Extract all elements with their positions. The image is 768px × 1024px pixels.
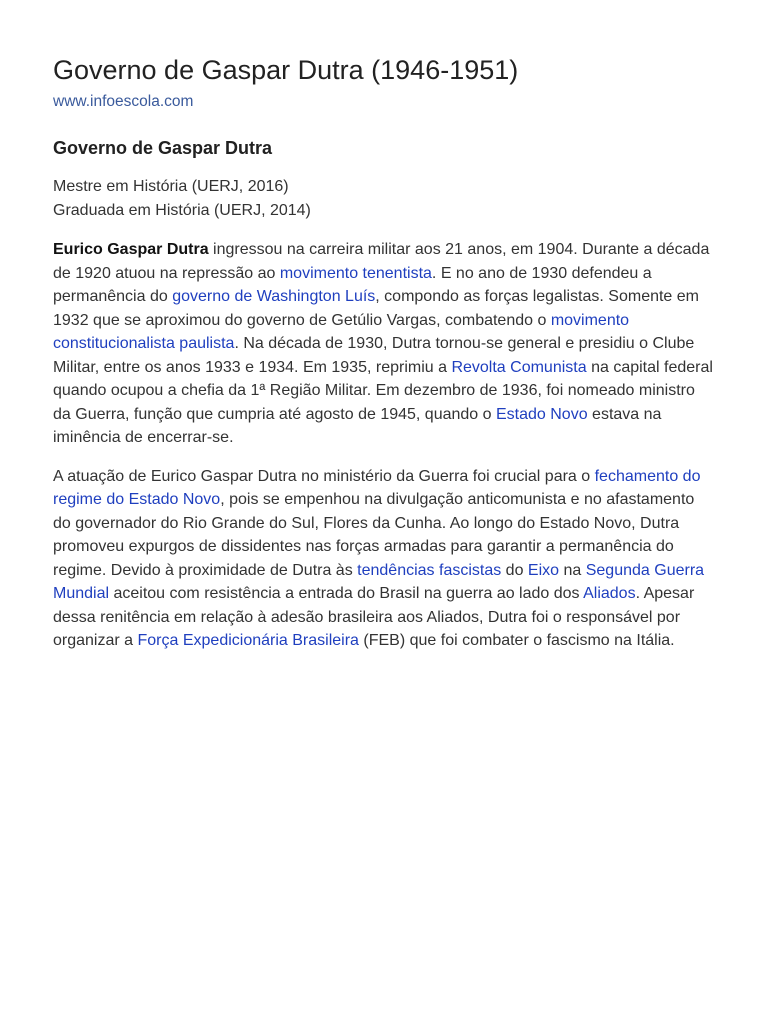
bold-name: Eurico Gaspar Dutra <box>53 241 209 258</box>
link-tendencias-fascistas[interactable]: tendências fascistas <box>357 561 502 579</box>
text-span: , compondo as forças legalistas. Somente em 1932 que se aproximou do governo de Getúlio Vargas, combatendo o <box>53 288 699 329</box>
text-span: . E no ano de 1930 defendeu a permanência do <box>53 264 652 305</box>
link-estado-novo[interactable]: Estado Novo <box>495 405 588 423</box>
credential-line: Graduada em História (UERJ, 2014) <box>53 201 311 219</box>
source-link[interactable]: www.infoescola.com <box>53 93 194 110</box>
text-span: . Na década de 1930, Dutra tornou-se general e presidiu o Clube Militar, entre os anos 1933 e 1934. Em 1935, reprimiu a <box>53 335 695 376</box>
paragraph-1 <box>53 238 715 450</box>
text-span: , pois se empenhou na divulgação anticomunista e no afastamento do governador do Rio Grande do Sul, Flores da Cunha. Ao longo do Estado Novo, Dutra promoveu expurgos de dissidentes nas forças armadas para garantir a permanência do regime. Devido à proximidade de Dutra às <box>53 491 695 579</box>
link-movimento-tenentista[interactable]: movimento tenentista <box>279 264 432 282</box>
text-span: ingressou na carreira militar aos 21 anos, em 1904. Durante a década de 1920 atuou na repressão ao <box>53 241 710 282</box>
text-span: A atuação de Eurico Gaspar Dutra no ministério da Guerra foi crucial para o <box>53 467 595 485</box>
link-revolta-comunista[interactable]: Revolta Comunista <box>451 358 587 376</box>
text-span: . Apesar dessa renitência em relação à adesão brasileira aos Aliados, Dutra foi o responsável por organizar a <box>53 585 695 649</box>
author-credentials <box>53 175 715 222</box>
link-movimento-constitucionalista[interactable]: movimento constitucionalista paulista <box>53 311 630 352</box>
text-span: do <box>501 561 528 579</box>
text-span: estava na iminência de encerrar-se. <box>53 405 662 446</box>
text-span: na capital federal quando ocupou a chefia da 1ª Região Militar. Em dezembro de 1936, foi nomeado ministro da Guerra, função que cumpria até agosto de 1945, quando o <box>53 358 713 423</box>
link-aliados[interactable]: Aliados <box>583 585 636 602</box>
text-span: (FEB) que foi combater o fascismo na Itália. <box>358 632 675 649</box>
link-eixo[interactable]: Eixo <box>527 561 560 579</box>
page-title: Governo de Gaspar Dutra (1946-1951) <box>53 55 519 85</box>
link-governo-washington-luis[interactable]: governo de Washington Luís <box>172 288 376 305</box>
section-heading: Governo de Gaspar Dutra <box>53 138 273 158</box>
link-fechamento-estado-novo[interactable]: fechamento do regime do Estado Novo <box>53 467 701 508</box>
link-forca-expedicionaria[interactable]: Força Expedicionária Brasileira <box>137 632 359 649</box>
text-span: aceitou com resistência a entrada do Brasil na guerra ao lado dos <box>109 585 584 602</box>
credential-line: Mestre em História (UERJ, 2016) <box>53 178 289 195</box>
paragraph-2 <box>53 465 715 653</box>
link-segunda-guerra-mundial[interactable]: Segunda Guerra Mundial <box>53 561 705 602</box>
text-span: na <box>559 561 586 579</box>
